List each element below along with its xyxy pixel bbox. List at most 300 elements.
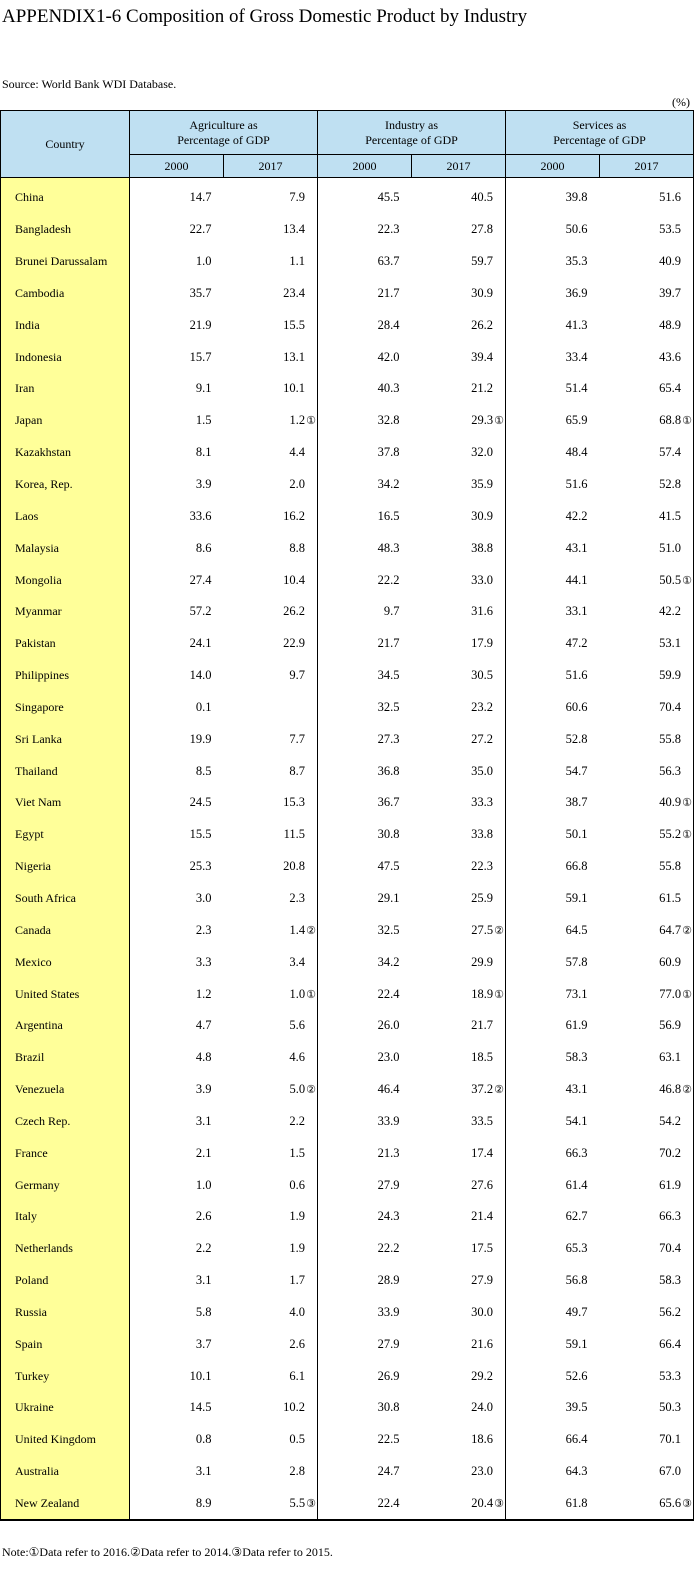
- value-cell: 27.3: [377, 731, 400, 746]
- value-cell: 21.7: [412, 1010, 506, 1042]
- table-row: [1, 373, 694, 405]
- value-cell: 32.8: [377, 413, 400, 428]
- gdp-composition-table: [0, 110, 694, 1521]
- value-cell: 4.7: [195, 1018, 212, 1033]
- value-cell: 19.9: [189, 731, 212, 746]
- value-cell: 38.7: [565, 795, 588, 810]
- value-cell: 21.2: [412, 373, 506, 405]
- value-cell: 16.2: [224, 500, 318, 532]
- footnote-marker: ①: [682, 574, 693, 587]
- value-cell: 35.7: [189, 285, 212, 300]
- value-cell: 67.0: [600, 1456, 694, 1488]
- value-cell: 17.5: [412, 1233, 506, 1265]
- value-cell: 33.1: [565, 604, 588, 619]
- value-cell: 2.0: [224, 469, 318, 501]
- value-cell: 2.2: [224, 1105, 318, 1137]
- country-cell: Czech Rep.: [1, 1105, 130, 1137]
- country-cell: Singapore: [1, 692, 130, 724]
- value-cell: 29.2: [412, 1360, 506, 1392]
- value-cell: 0.8: [195, 1432, 212, 1447]
- value-cell: 27.2: [412, 723, 506, 755]
- country-cell: Argentina: [1, 1010, 130, 1042]
- value-cell: 1.4②: [224, 914, 318, 946]
- value-cell: 55.2①: [600, 819, 694, 851]
- value-cell: 8.6: [195, 540, 212, 555]
- value-cell: 4.0: [224, 1297, 318, 1329]
- table-row: [1, 1328, 694, 1360]
- value-cell: 18.5: [412, 1042, 506, 1074]
- value-cell: 4.4: [224, 437, 318, 469]
- value-cell: 51.6: [565, 477, 588, 492]
- table-row: [1, 978, 694, 1010]
- year-header: 2000: [506, 155, 600, 178]
- value-cell: 33.8: [412, 819, 506, 851]
- table-row: [1, 1169, 694, 1201]
- table-row: [1, 660, 694, 692]
- page-title: APPENDIX1-6 Composition of Gross Domestic Product by Industry: [2, 6, 528, 27]
- value-cell: 61.9: [565, 1018, 588, 1033]
- country-cell: South Africa: [1, 883, 130, 915]
- value-cell: 48.3: [377, 540, 400, 555]
- value-cell: 52.6: [565, 1368, 588, 1383]
- value-cell: 59.1: [565, 1336, 588, 1351]
- value-cell: 34.2: [377, 954, 400, 969]
- value-cell: 73.1: [565, 986, 588, 1001]
- value-cell: 1.2: [195, 986, 212, 1001]
- value-cell: 44.1: [565, 572, 588, 587]
- value-cell: 33.3: [412, 787, 506, 819]
- table-row: [1, 1392, 694, 1424]
- value-cell: 28.4: [377, 317, 400, 332]
- country-cell: Korea, Rep.: [1, 469, 130, 501]
- value-cell: 30.9: [412, 278, 506, 310]
- table-row: [1, 1201, 694, 1233]
- value-cell: 21.9: [189, 317, 212, 332]
- value-cell: 3.0: [195, 890, 212, 905]
- table-row: [1, 500, 694, 532]
- value-cell: 4.8: [195, 1050, 212, 1065]
- value-cell: 61.9: [600, 1169, 694, 1201]
- value-cell: 9.7: [383, 604, 400, 619]
- value-cell: 34.5: [377, 668, 400, 683]
- year-header: 2017: [600, 155, 694, 178]
- footnote-marker: ①: [682, 988, 693, 1001]
- value-cell: 1.7: [224, 1265, 318, 1297]
- value-cell: 53.1: [600, 628, 694, 660]
- value-cell: 47.2: [565, 636, 588, 651]
- value-cell: 7.7: [224, 723, 318, 755]
- value-cell: 26.0: [377, 1018, 400, 1033]
- value-cell: 36.9: [565, 285, 588, 300]
- table-row: [1, 1074, 694, 1106]
- value-cell: 2.6: [224, 1328, 318, 1360]
- value-cell: 38.8: [412, 532, 506, 564]
- table-row: [1, 1297, 694, 1329]
- value-cell: 8.8: [224, 532, 318, 564]
- country-cell: Japan: [1, 405, 130, 437]
- value-cell: 37.8: [377, 445, 400, 460]
- value-cell: 65.4: [600, 373, 694, 405]
- value-cell: 45.5: [377, 190, 400, 205]
- value-cell: 66.4: [600, 1328, 694, 1360]
- value-cell: 36.7: [377, 795, 400, 810]
- value-cell: 68.8①: [600, 405, 694, 437]
- value-cell: 51.6: [600, 178, 694, 214]
- value-cell: 28.9: [377, 1273, 400, 1288]
- value-cell: 64.5: [565, 922, 588, 937]
- value-cell: 41.5: [600, 500, 694, 532]
- table-row: [1, 278, 694, 310]
- value-cell: 54.7: [565, 763, 588, 778]
- value-cell: 39.8: [565, 190, 588, 205]
- country-column-header: Country: [1, 111, 130, 178]
- value-cell: 5.0②: [224, 1074, 318, 1106]
- country-cell: Malaysia: [1, 532, 130, 564]
- table-row: [1, 1265, 694, 1297]
- value-cell: 1.9: [224, 1233, 318, 1265]
- value-cell: 3.7: [195, 1336, 212, 1351]
- table-row: [1, 341, 694, 373]
- value-cell: 20.4③: [412, 1488, 506, 1521]
- value-cell: 8.9: [130, 1488, 224, 1521]
- value-cell: 27.6: [412, 1169, 506, 1201]
- table-row: [1, 883, 694, 915]
- value-cell: 18.6: [412, 1424, 506, 1456]
- country-cell: Thailand: [1, 755, 130, 787]
- country-cell: Iran: [1, 373, 130, 405]
- country-cell: India: [1, 309, 130, 341]
- value-cell: 26.9: [377, 1368, 400, 1383]
- value-cell: 27.5②: [412, 914, 506, 946]
- value-cell: 5.8: [195, 1304, 212, 1319]
- footnote-marker: ①: [306, 415, 317, 428]
- table-row: [1, 692, 694, 724]
- value-cell: 48.4: [565, 445, 588, 460]
- value-cell: 65.9: [565, 413, 588, 428]
- value-cell: 77.0①: [600, 978, 694, 1010]
- country-cell: Philippines: [1, 660, 130, 692]
- value-cell: 55.8: [600, 851, 694, 883]
- value-cell: 61.8: [506, 1488, 600, 1521]
- table-row: [1, 1424, 694, 1456]
- value-cell: 15.5: [189, 827, 212, 842]
- services-group-header: Services as Percentage of GDP: [506, 111, 694, 155]
- value-cell: 64.7②: [600, 914, 694, 946]
- value-cell: 24.0: [412, 1392, 506, 1424]
- value-cell: 10.2: [224, 1392, 318, 1424]
- value-cell: 27.4: [189, 572, 212, 587]
- value-cell: 1.9: [224, 1201, 318, 1233]
- value-cell: 22.3: [377, 222, 400, 237]
- value-cell: 24.7: [377, 1464, 400, 1479]
- footnote: Note:①Data refer to 2016.②Data refer to 2014.③Data refer to 2015.: [2, 1545, 333, 1559]
- value-cell: 16.5: [377, 508, 400, 523]
- country-cell: Brunei Darussalam: [1, 246, 130, 278]
- country-cell: Viet Nam: [1, 787, 130, 819]
- value-cell: 21.3: [377, 1145, 400, 1160]
- country-cell: Kazakhstan: [1, 437, 130, 469]
- country-cell: Indonesia: [1, 341, 130, 373]
- table-row: [1, 1137, 694, 1169]
- value-cell: 70.1: [600, 1424, 694, 1456]
- value-cell: 39.5: [565, 1400, 588, 1415]
- value-cell: 53.3: [600, 1360, 694, 1392]
- value-cell: 57.2: [189, 604, 212, 619]
- country-cell: Sri Lanka: [1, 723, 130, 755]
- value-cell: 33.4: [565, 349, 588, 364]
- country-cell: Bangladesh: [1, 214, 130, 246]
- table-row: [1, 1042, 694, 1074]
- value-cell: 22.3: [412, 851, 506, 883]
- value-cell: 42.0: [377, 349, 400, 364]
- value-cell: 23.0: [412, 1456, 506, 1488]
- value-cell: 59.7: [412, 246, 506, 278]
- value-cell: 27.9: [412, 1265, 506, 1297]
- country-cell: Turkey: [1, 1360, 130, 1392]
- value-cell: 63.7: [377, 254, 400, 269]
- table-row: [1, 246, 694, 278]
- value-cell: 70.2: [600, 1137, 694, 1169]
- footnote-marker: ①: [682, 797, 693, 810]
- footnote-marker: ②: [682, 924, 693, 937]
- value-cell: 42.2: [565, 508, 588, 523]
- table-row: [1, 405, 694, 437]
- unit-label: (%): [672, 95, 690, 109]
- value-cell: 61.4: [565, 1177, 588, 1192]
- value-cell: 59.1: [565, 890, 588, 905]
- value-cell: 51.6: [565, 668, 588, 683]
- value-cell: 24.1: [189, 636, 212, 651]
- value-cell: 36.8: [377, 763, 400, 778]
- value-cell: 57.8: [565, 954, 588, 969]
- value-cell: 65.6③: [600, 1488, 694, 1521]
- value-cell: 3.9: [195, 1082, 212, 1097]
- table-row: [1, 787, 694, 819]
- value-cell: 2.3: [195, 922, 212, 937]
- value-cell: 58.3: [565, 1050, 588, 1065]
- value-cell: 22.4: [318, 1488, 412, 1521]
- country-cell: New Zealand: [1, 1488, 130, 1521]
- value-cell: 15.5: [224, 309, 318, 341]
- footnote-marker: ②: [494, 924, 505, 937]
- value-cell: 21.6: [412, 1328, 506, 1360]
- footnote-marker: ②: [306, 924, 317, 937]
- value-cell: 70.4: [600, 1233, 694, 1265]
- value-cell: 33.6: [189, 508, 212, 523]
- value-cell: 29.3①: [412, 405, 506, 437]
- year-header: 2000: [318, 155, 412, 178]
- value-cell: 7.9: [224, 178, 318, 214]
- value-cell: 32.0: [412, 437, 506, 469]
- table-row: [1, 851, 694, 883]
- value-cell: 0.1: [195, 699, 212, 714]
- value-cell: 22.2: [377, 572, 400, 587]
- value-cell: 66.3: [600, 1201, 694, 1233]
- value-cell: 21.7: [377, 636, 400, 651]
- value-cell: 39.7: [600, 278, 694, 310]
- value-cell: 3.4: [224, 946, 318, 978]
- value-cell: 22.9: [224, 628, 318, 660]
- value-cell: 10.1: [189, 1368, 212, 1383]
- value-cell: 62.7: [565, 1209, 588, 1224]
- footnote-marker: ③: [306, 1498, 317, 1511]
- value-cell: 3.3: [195, 954, 212, 969]
- value-cell: 61.5: [600, 883, 694, 915]
- country-cell: Spain: [1, 1328, 130, 1360]
- value-cell: 24.5: [189, 795, 212, 810]
- table-row: [1, 1105, 694, 1137]
- value-cell: 1.5: [224, 1137, 318, 1169]
- country-cell: Pakistan: [1, 628, 130, 660]
- value-cell: 3.1: [195, 1464, 212, 1479]
- value-cell: 4.6: [224, 1042, 318, 1074]
- country-cell: Laos: [1, 500, 130, 532]
- value-cell: 26.2: [412, 309, 506, 341]
- table-row: [1, 914, 694, 946]
- footnote-marker: ②: [682, 1084, 693, 1097]
- value-cell: 15.3: [224, 787, 318, 819]
- country-cell: Poland: [1, 1265, 130, 1297]
- table-row: [1, 1233, 694, 1265]
- value-cell: 43.1: [565, 540, 588, 555]
- value-cell: 5.5③: [224, 1488, 318, 1521]
- value-cell: 52.8: [565, 731, 588, 746]
- table-row: [1, 532, 694, 564]
- country-cell: Cambodia: [1, 278, 130, 310]
- value-cell: 51.4: [565, 381, 588, 396]
- year-header: 2017: [412, 155, 506, 178]
- country-cell: France: [1, 1137, 130, 1169]
- industry-group-header: Industry as Percentage of GDP: [318, 111, 506, 155]
- value-cell: 40.9①: [600, 787, 694, 819]
- country-cell: Italy: [1, 1201, 130, 1233]
- value-cell: 46.4: [377, 1082, 400, 1097]
- value-cell: 13.4: [224, 214, 318, 246]
- country-cell: Ukraine: [1, 1392, 130, 1424]
- value-cell: 33.5: [412, 1105, 506, 1137]
- value-cell: 5.6: [224, 1010, 318, 1042]
- country-cell: Brazil: [1, 1042, 130, 1074]
- value-cell: 14.0: [189, 668, 212, 683]
- value-cell: 41.3: [565, 317, 588, 332]
- value-cell: 37.2②: [412, 1074, 506, 1106]
- value-cell: 14.5: [189, 1400, 212, 1415]
- value-cell: 22.2: [377, 1241, 400, 1256]
- value-cell: 40.5: [412, 178, 506, 214]
- table-row: [1, 723, 694, 755]
- value-cell: 22.5: [377, 1432, 400, 1447]
- country-cell: Australia: [1, 1456, 130, 1488]
- value-cell: 60.6: [565, 699, 588, 714]
- table-row: [1, 564, 694, 596]
- value-cell: 59.9: [600, 660, 694, 692]
- table-row: [1, 946, 694, 978]
- agriculture-group-header: Agriculture as Percentage of GDP: [130, 111, 318, 155]
- value-cell: 42.2: [600, 596, 694, 628]
- value-cell: 23.0: [377, 1050, 400, 1065]
- value-cell: 58.3: [600, 1265, 694, 1297]
- country-cell: Germany: [1, 1169, 130, 1201]
- value-cell: 56.3: [600, 755, 694, 787]
- value-cell: 57.4: [600, 437, 694, 469]
- value-cell: 24.3: [377, 1209, 400, 1224]
- value-cell: 50.6: [565, 222, 588, 237]
- value-cell: 29.1: [377, 890, 400, 905]
- value-cell: 50.3: [600, 1392, 694, 1424]
- value-cell: 32.5: [377, 699, 400, 714]
- value-cell: 10.4: [224, 564, 318, 596]
- value-cell: 1.0①: [224, 978, 318, 1010]
- value-cell: 40.9: [600, 246, 694, 278]
- value-cell: 27.9: [377, 1177, 400, 1192]
- value-cell: 54.2: [600, 1105, 694, 1137]
- value-cell: 1.0: [195, 1177, 212, 1192]
- country-cell: Myanmar: [1, 596, 130, 628]
- footnote-marker: ③: [494, 1498, 505, 1511]
- value-cell: 27.8: [412, 214, 506, 246]
- value-cell: 48.9: [600, 309, 694, 341]
- value-cell: 21.7: [377, 285, 400, 300]
- value-cell: 46.8②: [600, 1074, 694, 1106]
- footnote-marker: ①: [682, 415, 693, 428]
- country-cell: Venezuela: [1, 1074, 130, 1106]
- value-cell: 2.6: [195, 1209, 212, 1224]
- value-cell: 8.1: [195, 445, 212, 460]
- value-cell: 9.1: [195, 381, 212, 396]
- value-cell: 2.3: [224, 883, 318, 915]
- country-cell: Canada: [1, 914, 130, 946]
- value-cell: 2.2: [195, 1241, 212, 1256]
- value-cell: 20.8: [224, 851, 318, 883]
- value-cell: 66.3: [565, 1145, 588, 1160]
- footnote-marker: ①: [494, 988, 505, 1001]
- value-cell: 33.0: [412, 564, 506, 596]
- table-row: [1, 309, 694, 341]
- value-cell: 22.4: [377, 986, 400, 1001]
- footnote-marker: ②: [494, 1084, 505, 1097]
- value-cell: 3.1: [195, 1113, 212, 1128]
- country-cell: Russia: [1, 1297, 130, 1329]
- value-cell: 35.0: [412, 755, 506, 787]
- value-cell: 0.5: [224, 1424, 318, 1456]
- value-cell: 40.3: [377, 381, 400, 396]
- value-cell: 51.0: [600, 532, 694, 564]
- value-cell: 56.9: [600, 1010, 694, 1042]
- value-cell: 25.3: [189, 859, 212, 874]
- country-cell: Mongolia: [1, 564, 130, 596]
- value-cell: 43.1: [565, 1082, 588, 1097]
- table-row: [1, 628, 694, 660]
- table-row: [1, 755, 694, 787]
- value-cell: 23.4: [224, 278, 318, 310]
- year-header: 2000: [130, 155, 224, 178]
- value-cell: 3.1: [195, 1273, 212, 1288]
- value-cell: 23.2: [412, 692, 506, 724]
- value-cell: 2.8: [224, 1456, 318, 1488]
- value-cell: 1.2①: [224, 405, 318, 437]
- table-row: [1, 1456, 694, 1488]
- value-cell: 50.5①: [600, 564, 694, 596]
- value-cell: 56.8: [565, 1273, 588, 1288]
- value-cell: 27.9: [377, 1336, 400, 1351]
- value-cell: 1.0: [195, 254, 212, 269]
- footnote-marker: ①: [306, 988, 317, 1001]
- table-row: [1, 469, 694, 501]
- country-cell: Netherlands: [1, 1233, 130, 1265]
- country-cell: China: [1, 178, 130, 214]
- value-cell: 55.8: [600, 723, 694, 755]
- value-cell: 17.4: [412, 1137, 506, 1169]
